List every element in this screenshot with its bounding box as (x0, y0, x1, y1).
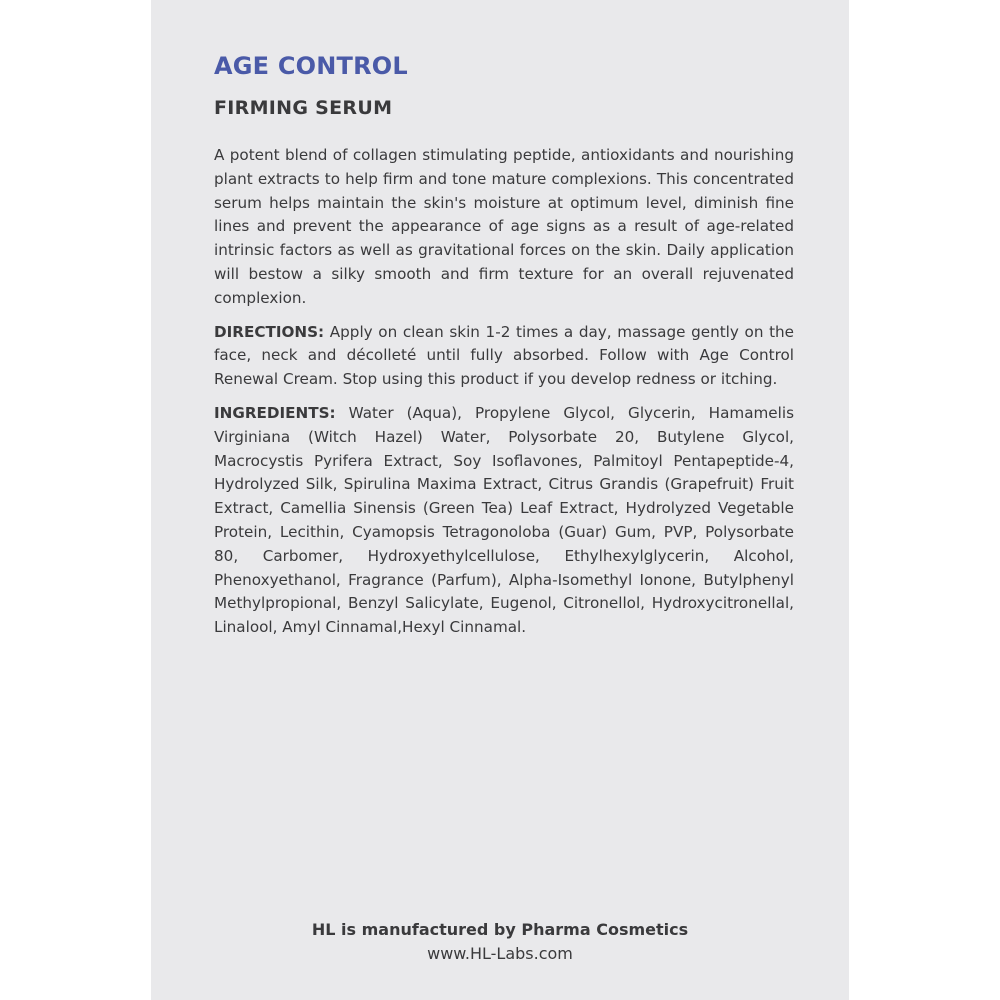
footer (151, 918, 849, 966)
product-name: FIRMING SERUM (214, 97, 393, 119)
product-label-card (151, 0, 849, 1000)
directions-text: Apply on clean skin 1-2 times a day, massage gently on the face, neck and décolleté until fully absorbed. Follow with Age Control Renewal Cream. Stop using this product if you develop redness or itching. (214, 322, 795, 389)
directions-label: DIRECTIONS: (214, 322, 325, 341)
product-description: A potent blend of collagen stimulating peptide, antioxidants and nourishing plant extracts to help firm and tone mature complexions. This concentrated serum helps maintain the skin's moisture at optimum level, diminish fine lines and prevent the appearance of age signs as a result of age-related intrinsic factors as well as gravitational forces on the skin. Daily application will bestow a silky smooth and firm texture for an overall rejuvenated complexion. (214, 146, 794, 307)
directions-section (214, 321, 794, 392)
brand-title: AGE CONTROL (214, 52, 408, 80)
manufacturer-note: HL is manufactured by Pharma Cosmetics (311, 920, 689, 939)
ingredients-section (214, 402, 794, 640)
website-link: www.HL-Labs.com (427, 944, 573, 963)
ingredients-label: INGREDIENTS: (214, 403, 336, 422)
label-content (214, 50, 794, 640)
ingredients-text: Water (Aqua), Propylene Glycol, Glycerin, Hamamelis Virginiana (Witch Hazel) Water, Polysorbate 20, Butylene Glycol, Macrocystis Pyrifera Extract, Soy Isoflavones, Palmitoyl Pentapeptide-4, Hydrolyzed Silk, Spirulina Maxima Extract, Citrus Grandis (Grapefruit) Fruit Extract, Camellia Sinensis (Green Tea) Leaf Extract, Hydrolyzed Vegetable Protein, Lecithin, Cyamopsis Tetragonoloba (Guar) Gum, PVP, Polysorbate 80, Carbomer, Hydroxyethylcellulose, Ethylhexylglycerin, Alcohol, Phenoxyethanol, Fragrance (Parfum), Alpha-Isomethyl Ionone, Butylphenyl Methylpropional, Benzyl Salicylate, Eugenol, Citronellol, Hydroxycitronellal, Linalool, Amyl Cinnamal,Hexyl Cinnamal. (214, 403, 794, 637)
